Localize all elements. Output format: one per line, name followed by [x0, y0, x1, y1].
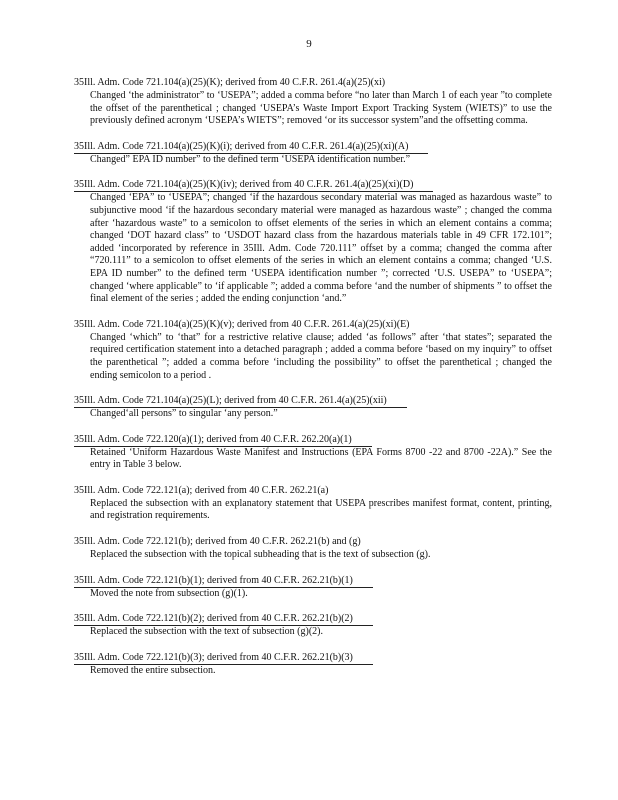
entry-heading: 35Ill. Adm. Code 721.104(a)(25)(K)(v); derived from 40 C.F.R. 261.4(a)(25)(xi)(E) [74, 318, 410, 330]
list-item [74, 570, 552, 601]
list-item [74, 429, 552, 472]
page-number: 9 [306, 38, 312, 50]
entry-body: Removed the entire subsection. [90, 664, 216, 676]
entry-heading: 35Ill. Adm. Code 721.104(a)(25)(K); derived from 40 C.F.R. 261.4(a)(25)(xi) [74, 77, 386, 88]
entry-body: Changed ‘which” to ‘that” for a restrictive relative clause; added ‘as follows” after ‘that states”; separated the required certification statement into a detached paragraph ; added a comma before ‘based on my inquiry” to offset the parenthetical ”; added a comma before ‘including the possibility” to offset the parenthetical ; changed the ending semicolon to a period . [90, 331, 552, 381]
entry-heading: 35Ill. Adm. Code 721.104(a)(25)(L); derived from 40 C.F.R. 261.4(a)(25)(xii) [74, 395, 407, 408]
entry-list [74, 72, 552, 685]
entry-heading: 35Ill. Adm. Code 722.121(b); derived from 40 C.F.R. 262.21(b) and (g) [74, 536, 361, 548]
list-item [74, 390, 552, 421]
entry-heading: 35Ill. Adm. Code 722.121(b)(2); derived from 40 C.F.R. 262.21(b)(2) [74, 613, 373, 626]
entry-body: Replaced the subsection with an explanatory statement that USEPA prescribes manifest format, content, printing, and registration requirements. [90, 497, 552, 522]
list-item [74, 136, 552, 167]
entry-heading: 35Ill. Adm. Code 722.121(b)(1); derived from 40 C.F.R. 262.21(b)(1) [74, 575, 373, 588]
entry-body: Changed” EPA ID number” to the defined term ‘USEPA identification number.” [90, 153, 411, 165]
entry-heading: 35Ill. Adm. Code 722.121(b)(3); derived from 40 C.F.R. 262.21(b)(3) [74, 652, 373, 665]
list-item [74, 314, 552, 382]
entry-body: Changed ‘EPA” to ‘USEPA”; changed ‘if the hazardous secondary material was managed as hazardous waste” to subjunctive mood ‘if the hazardous secondary material were managed as hazardous waste” ; changed the comma after ‘hazardous waste” to a semicolon to offset elements of the series in which an element contains a comma; changed ‘DOT hazard class” to ‘USDOT hazard class from the hazardous materials table in 49 CFR 172.101”; added ‘incorporated by reference in 35Ill. Adm. Code 720.111” offset by a comma; changed the comma after “720.111” to a semicolon to offset elements of the series in which an element contains a comma; changed ‘U.S. EPA ID number” to the defined term ‘USEPA identification number ”; corrected ‘U.S. USEPA” to ‘USEPA”; changed ‘where applicable” to ‘if applicable ”; added a comma before ‘and the number of shipments ” to offset the final element of the series ; added the ending conjunction ‘and.” [90, 192, 552, 305]
list-item [74, 480, 552, 523]
entry-body: Retained ‘Uniform Hazardous Waste Manifest and Instructions (EPA Forms 8700 -22 and 8700 -22A).” See the entry in Table 3 below. [90, 446, 552, 471]
list-item [74, 72, 552, 128]
entry-body: Replaced the subsection with the text of subsection (g)(2). [90, 626, 323, 638]
entry-body: Moved the note from subsection (g)(1). [90, 587, 248, 599]
entry-body: Replaced the subsection with the topical subheading that is the text of subsection (g). [90, 549, 431, 561]
list-item [74, 174, 552, 305]
entry-heading: 35Ill. Adm. Code 721.104(a)(25)(K)(i); derived from 40 C.F.R. 261.4(a)(25)(xi)(A) [74, 141, 428, 154]
entry-heading: 35Ill. Adm. Code 722.121(a); derived from 40 C.F.R. 262.21(a) [74, 484, 329, 496]
entry-body: Changed‘all persons” to singular ‘any person.” [90, 408, 278, 420]
entry-heading: 35Ill. Adm. Code 721.104(a)(25)(K)(iv); derived from 40 C.F.R. 261.4(a)(25)(xi)(D) [74, 179, 433, 192]
entry-body: Changed ‘the administrator” to ‘USEPA”; added a comma before “no later than March 1 of each year ”to complete the offset of the parenthetical ; changed ‘USEPA’s Waste Import Export Tracking System (WIETS)” to use the previously defined acronym ‘USEPA’s WIETS”; removed ‘or its successor system”and the offsetting comma. [90, 90, 552, 127]
entry-heading: 35Ill. Adm. Code 722.120(a)(1); derived from 40 C.F.R. 262.20(a)(1) [74, 434, 372, 447]
list-item [74, 531, 552, 562]
list-item [74, 647, 552, 678]
list-item [74, 608, 552, 639]
